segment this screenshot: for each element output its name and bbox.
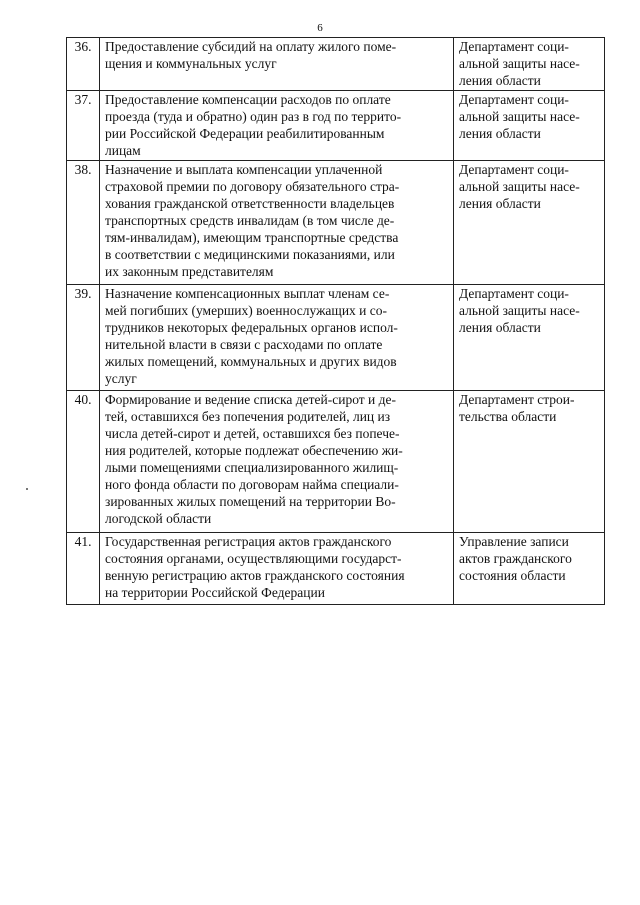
table-row <box>67 38 605 91</box>
table-row <box>67 161 605 285</box>
service-description: Предоставление компенсации расходов по оплате проезда (туда и обратно) один раз в год по террито- рии Российской Федерации реабилитированным лицам <box>100 91 454 161</box>
responsible-department: Департамент соци- альной защиты насе- ления области <box>454 285 605 391</box>
table-row <box>67 285 605 391</box>
responsible-department: Департамент соци- альной защиты насе- ления области <box>454 38 605 91</box>
service-description: Назначение и выплата компенсации уплаченной страховой премии по договору обязательного стра- хования гражданской ответственности владельцев транспортных средств инвалидам (в том числе де- тям-инвалидам), имеющим транспортные средства в соответствии с медицинскими показаниями, или их законным представителям <box>100 161 454 285</box>
responsible-department: Департамент строи- тельства области <box>454 391 605 533</box>
scan-speck <box>26 488 28 490</box>
row-number: 38. <box>67 161 100 285</box>
row-number: 39. <box>67 285 100 391</box>
row-number: 36. <box>67 38 100 91</box>
responsible-department: Департамент соци- альной защиты насе- ления области <box>454 161 605 285</box>
responsible-department: Управление записи актов гражданского состояния области <box>454 533 605 605</box>
page-number: 6 <box>317 22 323 34</box>
service-description: Предоставление субсидий на оплату жилого поме- щения и коммунальных услуг <box>100 38 454 91</box>
table-row <box>67 533 605 605</box>
row-number: 37. <box>67 91 100 161</box>
service-description: Формирование и ведение списка детей-сирот и де- тей, оставшихся без попечения родителей, лиц из числа детей-сирот и детей, оставшихся без попече- ния родителей, которые подлежат обеспечению жи- лыми помещениями специализированного жилищ- ного фонда области по договорам найма специали- зированных жилых помещений на территории Во- логодской области <box>100 391 454 533</box>
table-row <box>67 91 605 161</box>
services-table <box>66 37 605 605</box>
responsible-department: Департамент соци- альной защиты насе- ления области <box>454 91 605 161</box>
service-description: Государственная регистрация актов гражданского состояния органами, осуществляющими государст- венную регистрацию актов гражданского состояния на территории Российской Федерации <box>100 533 454 605</box>
row-number: 41. <box>67 533 100 605</box>
row-number: 40. <box>67 391 100 533</box>
table-row <box>67 391 605 533</box>
service-description: Назначение компенсационных выплат членам се- мей погибших (умерших) военнослужащих и со- трудников некоторых федеральных органов испол- нительной власти в связи с расходами по оплате жилых помещений, коммунальных и других видов услуг <box>100 285 454 391</box>
